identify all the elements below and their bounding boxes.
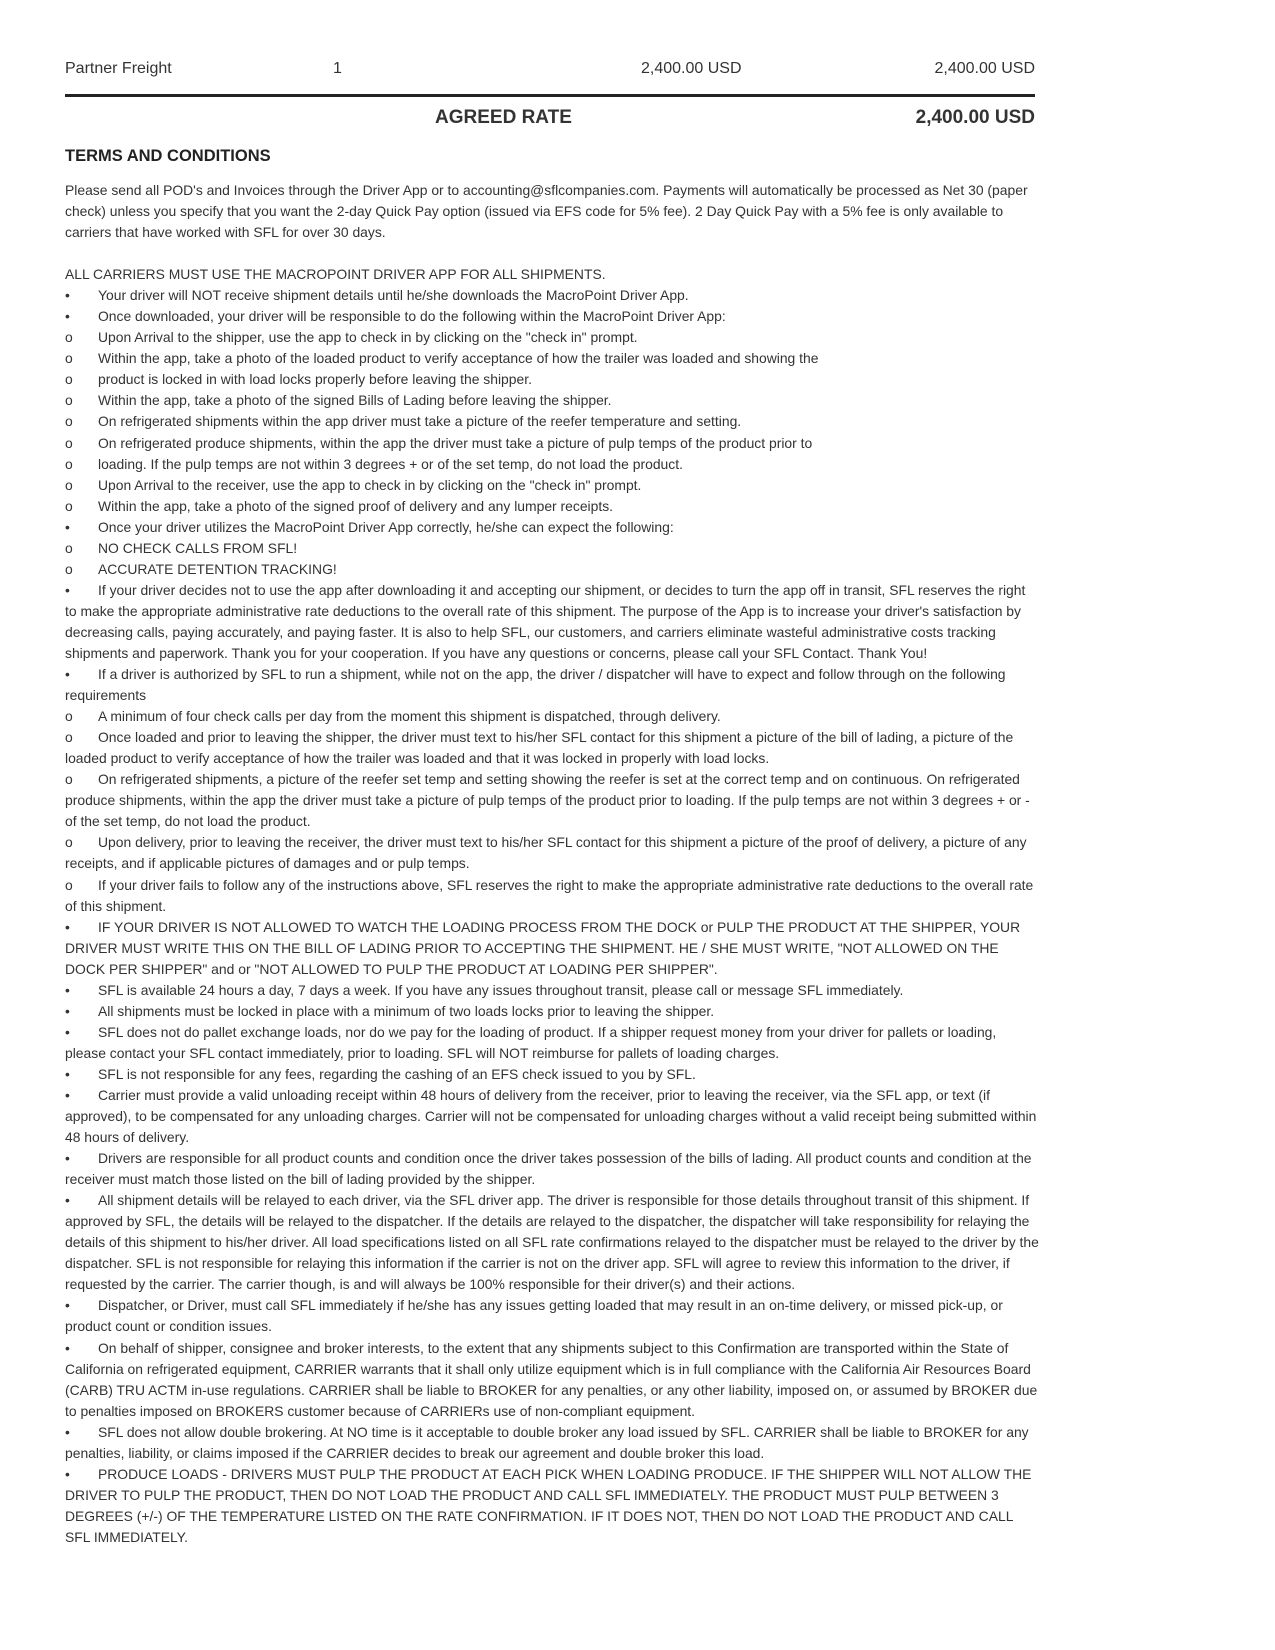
terms-list-item [65, 1338, 1040, 1422]
bullet-marker: • [65, 1192, 70, 1209]
sub-bullet-marker: o [65, 729, 73, 746]
terms-list-item [65, 917, 1040, 980]
terms-list-item-text: On refrigerated shipments within the app driver must take a picture of the reefer temperature and setting. [98, 413, 742, 430]
terms-list-item-text: ACCURATE DETENTION TRACKING! [98, 560, 337, 577]
sub-bullet-marker: o [65, 434, 73, 451]
sub-bullet-marker: o [65, 476, 73, 493]
terms-list-item [65, 390, 1040, 411]
terms-app-heading: ALL CARRIERS MUST USE THE MACROPOINT DRIVER APP FOR ALL SHIPMENTS. [65, 266, 606, 283]
terms-list-item [65, 285, 1040, 306]
bullet-marker: • [65, 1002, 70, 1019]
terms-list-item [65, 769, 1040, 832]
sub-bullet-marker: o [65, 413, 73, 430]
terms-list-item [65, 369, 1040, 390]
terms-list-item-text: Your driver will NOT receive shipment details until he/she downloads the MacroPoint Driver App. [98, 287, 689, 304]
terms-list-item [65, 580, 1040, 664]
terms-list-item [65, 1085, 1040, 1148]
terms-list-item [65, 454, 1040, 475]
bullet-marker: • [65, 1023, 70, 1040]
bullet-marker: • [65, 1065, 70, 1082]
sub-bullet-marker: o [65, 876, 73, 893]
bullet-marker: • [65, 287, 70, 304]
terms-list-item-text: NO CHECK CALLS FROM SFL! [98, 539, 298, 556]
terms-list-item-text: All shipments must be locked in place with a minimum of two loads locks prior to leaving the shipper. [98, 1002, 715, 1019]
terms-list-item-text: A minimum of four check calls per day from the moment this shipment is dispatched, through delivery. [98, 708, 721, 725]
terms-list-item [65, 1422, 1040, 1464]
terms-list-item [65, 433, 1040, 454]
terms-list-item [65, 1001, 1040, 1022]
agreed-rate-label: AGREED RATE [435, 107, 572, 128]
terms-list-item-text: Dispatcher, or Driver, must call SFL immediately if he/she has any issues getting loaded that may result in an on-time delivery, or missed pick-up, or product count or condition issues. [65, 1297, 1003, 1335]
sub-bullet-marker: o [65, 771, 73, 788]
terms-list-item-text: PRODUCE LOADS - DRIVERS MUST PULP THE PRODUCT AT EACH PICK WHEN LOADING PRODUCE. IF THE SHIPPER WILL NOT ALLOW THE DRIVER TO PULP THE PRODUCT, THEN DO NOT LOAD THE PRODUCT AND CALL SFL IMMEDIATELY. THE PRODUCT MUST PULP BETWEEN 3 DEGREES (+/-) OF THE TEMPERATURE LISTED ON THE RATE CONFIRMATION. IF IT DOES NOT, THEN DO NOT LOAD THE PRODUCT AND CALL SFL IMMEDIATELY. [65, 1465, 1032, 1545]
terms-list-item [65, 475, 1040, 496]
terms-list-item-text: SFL is available 24 hours a day, 7 days a week. If you have any issues throughout transit, please call or message SFL immediately. [98, 981, 904, 998]
bullet-marker: • [65, 581, 70, 598]
terms-list-item [65, 1295, 1040, 1337]
terms-list-item [65, 832, 1040, 874]
sub-bullet-marker: o [65, 560, 73, 577]
terms-list-item [65, 1190, 1040, 1295]
bullet-marker: • [65, 1150, 70, 1167]
agreed-rate-row [65, 107, 1035, 133]
terms-list-item-text: On behalf of shipper, consignee and broker interests, to the extent that any shipments subject to this Confirmation are transported within the State of California on refrigerated equipment, CARRIER warrants that it shall only utilize equipment which is in full compliance with the California Air Resources Board (CARB) TRU ACTM in-use regulations. CARRIER shall be liable to BROKER for any penalties, or any other liability, imposed on, or assumed by BROKER due to penalties imposed on BROKERS customer because of CARRIERs use of non-compliant equipment. [65, 1339, 1038, 1419]
terms-title: TERMS AND CONDITIONS [65, 147, 271, 165]
terms-list-item-text: Within the app, take a photo of the loaded product to verify acceptance of how the trailer was loaded and showing the [98, 350, 819, 367]
bullet-marker: • [65, 308, 70, 325]
terms-list-item [65, 306, 1040, 327]
terms-list-item [65, 1064, 1040, 1085]
charge-description: Partner Freight [65, 60, 172, 77]
terms-list-item-text: On refrigerated shipments, a picture of the reefer set temp and setting showing the reefer is set at the correct temp and on continuous. On refrigerated produce shipments, within the app the driver must take a picture of pulp temps of the product prior to loading. If the pulp temps are not within 3 degrees + or - of the set temp, do not load the product. [65, 771, 1030, 830]
sub-bullet-marker: o [65, 329, 73, 346]
terms-list-item-text: Upon delivery, prior to leaving the receiver, the driver must text to his/her SFL contact for this shipment a picture of the proof of delivery, a picture of any receipts, and if applicable pictures of damages and or pulp temps. [65, 834, 1027, 872]
sub-bullet-marker: o [65, 497, 73, 514]
terms-list-item [65, 664, 1040, 706]
terms-list-item-text: Drivers are responsible for all product counts and condition once the driver takes possession of the bills of lading. All product counts and condition at the receiver must match those listed on the bill of lading provided by the shipper. [65, 1150, 1032, 1188]
bullet-marker: • [65, 1086, 70, 1103]
bullet-marker: • [65, 1339, 70, 1356]
terms-list-item [65, 411, 1040, 432]
terms-list-item [65, 875, 1040, 917]
sub-bullet-marker: o [65, 371, 73, 388]
terms-list-item-text: SFL is not responsible for any fees, regarding the cashing of an EFS check issued to you by SFL. [98, 1065, 696, 1082]
sub-bullet-marker: o [65, 350, 73, 367]
terms-list-item-text: SFL does not allow double brokering. At NO time is it acceptable to double broker any load issued by SFL. CARRIER shall be liable to BROKER for any penalties, liability, or claims imposed if the CARRIER decides to break our agreement and double broker this load. [65, 1423, 1029, 1461]
terms-list-item [65, 1022, 1040, 1064]
terms-list-item-text: Once your driver utilizes the MacroPoint Driver App correctly, he/she can expect the following: [98, 518, 674, 535]
terms-list-item-text: If your driver decides not to use the app after downloading it and accepting our shipment, or decides to turn the app off in transit, SFL reserves the right to make the appropriate administrative rate deductions to the overall rate of this shipment. The purpose of the App is to increase your driver's satisfaction by decreasing calls, paying accurately, and paying faster. It is also to help SFL, our customers, and carriers eliminate wasteful administrative costs tracking shipments and paperwork. Thank you for your cooperation. If you have any questions or concerns, please call your SFL Contact. Thank You! [65, 581, 1026, 661]
terms-list-item-text: Once loaded and prior to leaving the shipper, the driver must text to his/her SFL contact for this shipment a picture of the bill of lading, a picture of the loaded product to verify acceptance of how the trailer was loaded and that it was locked in properly with load locks. [65, 729, 1014, 767]
sub-bullet-marker: o [65, 455, 73, 472]
bullet-marker: • [65, 1297, 70, 1314]
terms-list-item [65, 1148, 1040, 1190]
terms-list-item-text: On refrigerated produce shipments, within the app the driver must take a picture of pulp temps of the product prior to [98, 434, 813, 451]
total-divider [65, 94, 1035, 97]
terms-list-item-text: SFL does not do pallet exchange loads, nor do we pay for the loading of product. If a shipper request money from your driver for pallets or loading, please contact your SFL contact immediately, prior to loading. SFL will NOT reimburse for pallets of loading charges. [65, 1023, 997, 1061]
terms-list-item [65, 538, 1040, 559]
agreed-rate-amount: 2,400.00 USD [915, 107, 1035, 128]
terms-list-item [65, 559, 1040, 580]
bullet-marker: • [65, 918, 70, 935]
charge-quantity: 1 [333, 60, 342, 77]
terms-list-item [65, 706, 1040, 727]
sub-bullet-marker: o [65, 708, 73, 725]
charge-rate: 2,400.00 USD [641, 60, 742, 77]
terms-list-item [65, 496, 1040, 517]
terms-list-item-text: loading. If the pulp temps are not within 3 degrees + or of the set temp, do not load the product. [98, 455, 683, 472]
sub-bullet-marker: o [65, 834, 73, 851]
sub-bullet-marker: o [65, 392, 73, 409]
terms-list-item-text: Carrier must provide a valid unloading receipt within 48 hours of delivery from the receiver, prior to leaving the receiver, via the SFL app, or text (if approved), to be compensated for any unloading charges. Carrier will not be compensated for unloading charges without a valid receipt being submitted within 48 hours of delivery. [65, 1086, 1037, 1146]
terms-list-item-text: If your driver fails to follow any of the instructions above, SFL reserves the right to make the appropriate administrative rate deductions to the overall rate of this shipment. [65, 876, 1034, 914]
terms-list-item-text: Within the app, take a photo of the signed Bills of Lading before leaving the shipper. [98, 392, 612, 409]
terms-intro-paragraph: Please send all POD's and Invoices through the Driver App or to accounting@sflcompanies.com. Payments will automatically be processed as Net 30 (paper check) unless you specify that you want the 2-day Quick Pay option (issued via EFS code for 5% fee). 2 Day Quick Pay with a 5% fee is only available to carriers that have worked with SFL for over 30 days. [65, 182, 1028, 241]
bullet-marker: • [65, 518, 70, 535]
sub-bullet-marker: o [65, 539, 73, 556]
charge-line-row [65, 60, 1035, 84]
terms-list-item [65, 1464, 1040, 1548]
terms-body [65, 180, 1040, 1548]
terms-list-item [65, 517, 1040, 538]
bullet-marker: • [65, 1423, 70, 1440]
terms-list-item-text: All shipment details will be relayed to each driver, via the SFL driver app. The driver is responsible for those details throughout transit of this shipment. If approved by SFL, the details will be relayed to the dispatcher. If the details are relayed to the dispatcher, the dispatcher will take responsibility for relaying the details of this shipment to his/her driver. All load specifications listed on all SFL rate confirmations relayed to the dispatcher must be relayed to the driver by the dispatcher. SFL is not responsible for relaying this information if the carrier is not on the driver app. SFL will agree to review this information to the driver, if requested by the carrier. The carrier though, is and will always be 100% responsible for their driver(s) and their actions. [65, 1192, 1039, 1293]
terms-list-item-text: Upon Arrival to the shipper, use the app to check in by clicking on the "check in" prompt. [98, 329, 638, 346]
terms-list-item [65, 348, 1040, 369]
terms-list-item-text: Within the app, take a photo of the signed proof of delivery and any lumper receipts. [98, 497, 614, 514]
bullet-marker: • [65, 1465, 70, 1482]
terms-list-item-text: Once downloaded, your driver will be responsible to do the following within the MacroPoint Driver App: [98, 308, 726, 325]
bullet-marker: • [65, 981, 70, 998]
terms-list-item [65, 980, 1040, 1001]
terms-list-item-text: Upon Arrival to the receiver, use the app to check in by clicking on the "check in" prompt. [98, 476, 642, 493]
terms-list-item-text: product is locked in with load locks properly before leaving the shipper. [98, 371, 532, 388]
terms-list-item [65, 327, 1040, 348]
terms-list [65, 285, 1040, 1548]
terms-list-item-text: If a driver is authorized by SFL to run a shipment, while not on the app, the driver / dispatcher will have to expect and follow through on the following requirements [65, 666, 1006, 704]
bullet-marker: • [65, 666, 70, 683]
terms-list-item [65, 727, 1040, 769]
charge-amount: 2,400.00 USD [934, 60, 1035, 77]
terms-list-item-text: IF YOUR DRIVER IS NOT ALLOWED TO WATCH THE LOADING PROCESS FROM THE DOCK or PULP THE PRODUCT AT THE SHIPPER, YOUR DRIVER MUST WRITE THIS ON THE BILL OF LADING PRIOR TO ACCEPTING THE SHIPMENT. HE / SHE MUST WRITE, "NOT ALLOWED ON THE DOCK PER SHIPPER" and or "NOT ALLOWED TO PULP THE PRODUCT AT LOADING PER SHIPPER". [65, 918, 1021, 977]
